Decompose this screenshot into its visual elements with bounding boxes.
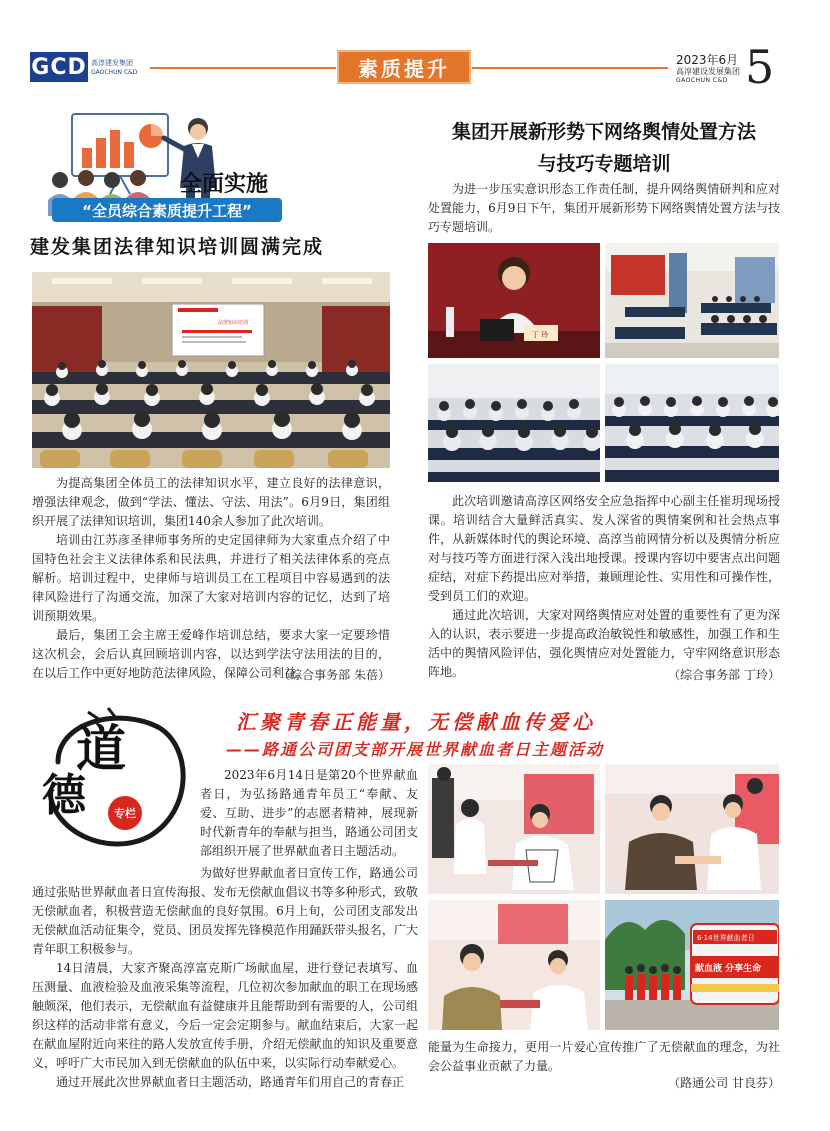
issue-org-en: GAOCHUN C&D [676,77,728,84]
paragraph: 最后，集团工会主席王爱峰作培训总结，要求大家一定要珍惜这次机会，会后认真回顾培训内容，以达到学法守法用法的目的，在以后工作中更好地防范法律风险，保障公司利益。 [32,628,390,680]
logo-name-cn: 高淳建发集团 [91,58,133,67]
blood-photo-nurse [428,764,600,894]
bus-banner-text: 献血液 分享生命 [695,964,762,974]
bus-top-text: 6·14世界献血者日 [697,934,755,942]
blood-article-subheadline: ——路通公司团支部开展世界献血者日主题活动 [226,740,605,759]
law-training-photo [32,272,390,468]
issue-info [676,53,740,85]
page-number: 5 [745,40,775,94]
paragraph: 为做好世界献血者日宣传工作，路通公司通过张贴世界献血者日宣传海报、发布无偿献血倡议书等多种形式，致敬无偿献血者，积极营造无偿献血的良好氛围。6月上旬，公司团支部发出无偿献血活动征集令，党员、团员发挥先锋模范作用踊跃带头报名，广大青年职工积极参与。 [32,866,418,956]
paragraph: 能量为生命接力，更用一片爱心宣传推广了无偿献血的理念，为社会公益事业贡献了力量。 [428,1040,780,1073]
logo-name-en: GAOCHUN C&D [91,68,138,76]
paragraph: 此次培训邀请高淳区网络安全应急指挥中心副主任崔玥现场授课。培训结合大量鲜活真实、发人深省的舆情案例和社会热点事件，从新媒体时代的舆论环境、高淳当前网情分析以及舆情分析应对与技巧等方面进行深入浅出地授课。授课内容切中要害点出问题症结，对症下药提出应对举措，兼顾理论性、实用性和可操作性，受到员工们的欢迎。 [428,494,780,603]
ethics-column-emblem [28,702,208,852]
campaign-title: 全面实施 [180,172,269,197]
column-badge: 专栏 [108,796,142,830]
opinion-photo-audience-2 [605,364,779,482]
blood-article-ending [428,1038,780,1076]
blood-photo-bus [605,900,779,1030]
section-tag: 素质提升 [337,50,471,84]
slide-label: 法律知识培训 [218,320,249,326]
blood-article-body [32,864,418,1092]
nameplate: 丁 玲 [532,331,549,339]
law-article-byline: （综合事务部 朱蓓） [278,668,390,682]
column-character-2: 德 [42,770,86,821]
blood-article-intro [200,766,418,861]
opinion-article-byline: （综合事务部 丁玲） [668,668,780,682]
opinion-article-body [428,492,780,682]
blood-article-byline: （路通公司 甘良芬） [668,1076,780,1090]
paragraph: 通过此次培训，大家对网络舆情应对处置的重要性有了更为深入的认识，表示要进一步提高政治敏锐性和敏感性，加强工作和生活中的舆情风险评估，强化舆情应对处置能力，守牢网络意识形态阵地。 [428,608,780,679]
header-rule-left [150,67,336,69]
blood-article-headline: 汇聚青春正能量，无偿献血传爱心 [236,710,596,734]
column-character-1: 道 [76,719,126,778]
paragraph: 为进一步压实意识形态工作责任制，提升网络舆情研判和应对处置能力，6月9日下午，集团开展新形势下网络舆情处置方法与技巧专题培训。 [428,182,780,234]
paragraph: 通过开展此次世界献血者日主题活动，路通青年们用自己的青春正 [56,1075,405,1089]
opinion-article-headline [424,116,784,180]
headline-line-2: 与技巧专题培训 [537,153,671,175]
opinion-photo-audience-1 [428,364,600,482]
headline-line-1: 集团开展新形势下网络舆情处置方法 [451,121,756,143]
page-header [0,0,830,100]
opinion-article-intro [428,180,780,237]
paragraph: 培训由江苏彦圣律师事务所的史定国律师为大家重点介绍了中国特色社会主义法律体系和民法典，并进行了相关法律体系的亮点解析。培训过程中，史律师与培训员工在工程项目中容易遇到的法律风险进行了沟通交流，加深了大家对培训内容的记忆，达到了培训预期效果。 [32,533,390,623]
paragraph: 14日清晨，大家齐聚高淳富克斯广场献血屋，进行登记表填写、血压测量、血液检验及血液采集等流程，几位初次参加献血的职工在现场感触颇深，他们表示，无偿献血有益健康并且能帮助到有需要的人，公司组织这样的活动非常有意义，今后一定会定期参与。献血结束后，大家一起在献血屋附近向来往的路人发放宣传手册，介绍无偿献血的知识及重要意义，呼吁广大市民加入到无偿献血的队伍中来，以实际行动奉献爱心。 [32,961,418,1070]
issue-date: 2023年6月 [676,53,739,67]
blood-photo-donor-woman [428,900,600,1030]
law-article-headline: 建发集团法律知识培训圆满完成 [30,236,325,258]
blood-photo-donation [605,764,779,894]
issue-org: 高淳建设发展集团 [676,67,740,76]
logo-mark: GCD [30,52,88,82]
opinion-photo-room [605,243,779,358]
law-article-body [32,474,390,683]
header-rule-right [472,67,668,69]
paragraph: 2023年6月14日是第20个世界献血者日，为弘扬路通青年员工“奉献、友爱、互助、进步”的志愿者精神，展现新时代新青年的奉献与担当，路通公司团支部组织开展了世界献血者日主题活动。 [200,768,418,858]
opinion-photo-speaker [428,243,600,358]
campaign-subtitle: “全员综合素质提升工程” [52,198,282,222]
paragraph: 为提高集团全体员工的法律知识水平，建立良好的法律意识，增强法律观念，做到“学法、懂法、守法、用法”。6月9日，集团组织开展了法律知识培训，集团140余人参加了此次培训。 [32,476,390,528]
company-logo [30,52,146,82]
